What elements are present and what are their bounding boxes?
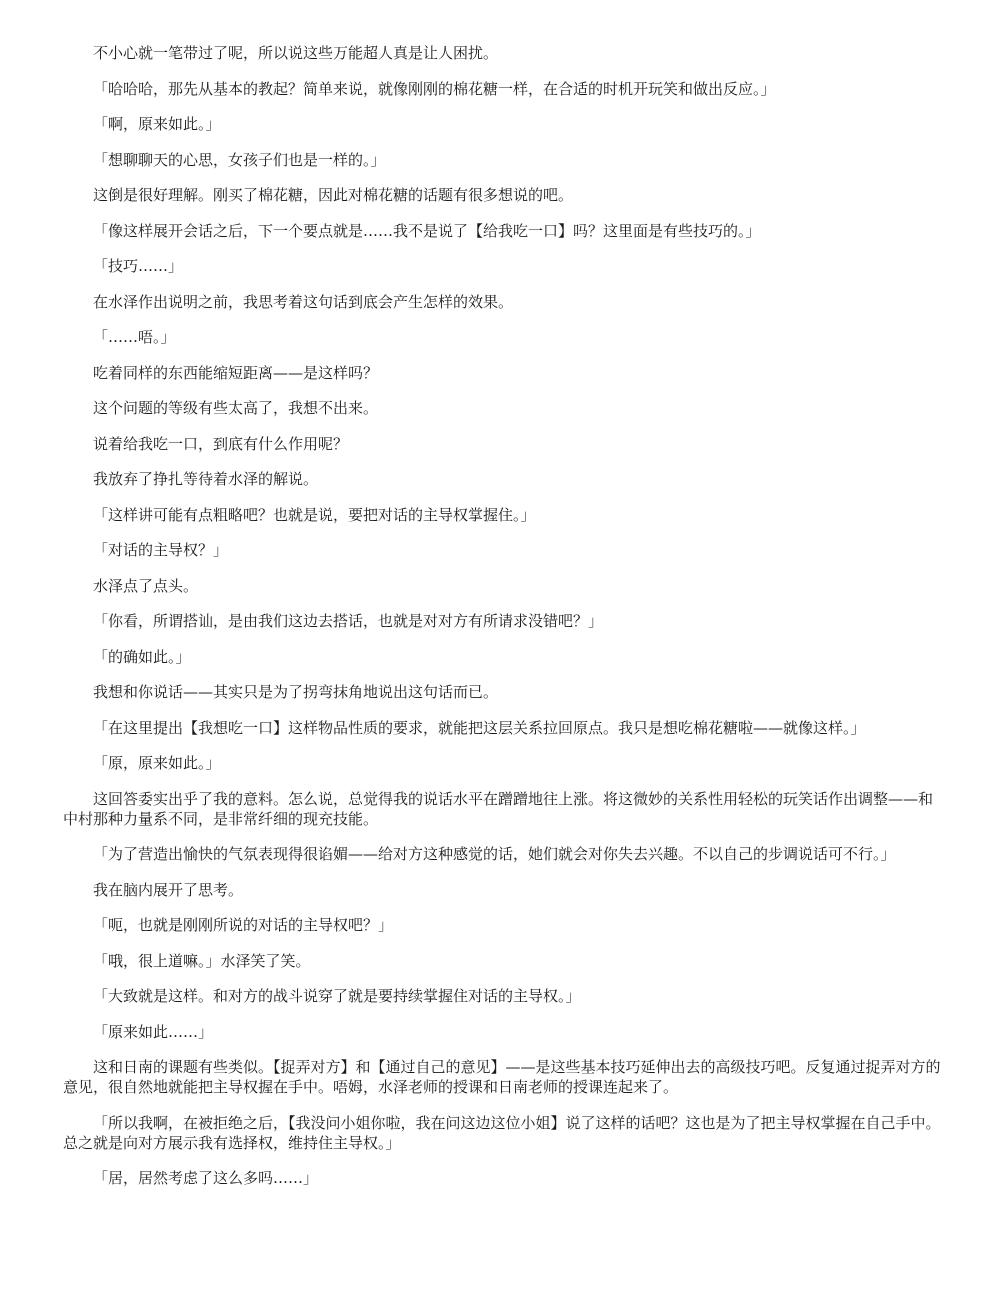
paragraph: 「你看，所谓搭讪，是由我们这边去搭话，也就是对对方有所请求没错吧？」 [93,612,604,630]
paragraph: 这个问题的等级有些太高了，我想不出来。 [93,399,379,417]
paragraph: 「的确如此。」 [93,647,191,666]
paragraph: 我在脑内展开了思考。 [93,880,244,899]
paragraph: 「技巧……」 [93,257,184,275]
paragraph: 「……唔。」 [93,328,176,346]
paragraph: 「居，居然考虑了这么多吗……」 [93,1169,319,1187]
paragraph: 「哈哈哈，那先从基本的教起？简单来说，就像刚刚的棉花糖一样，在合适的时机开玩笑和做出反应。」 [93,79,776,98]
paragraph: 「想聊聊天的心思，女孩子们也是一样的。」 [93,150,386,169]
paragraph: 说着给我吃一口，到底有什么作用呢？ [93,434,349,453]
paragraph: 「对话的主导权？」 [93,541,229,559]
paragraph: 「大致就是这样。和对方的战斗说穿了就是要持续掌握住对话的主导权。」 [93,987,581,1005]
paragraph: 「像这样展开会话之后，下一个要点就是……我不是说了【给我吃一口】吗？这里面是有些技巧的。」 [93,221,761,240]
paragraph: 吃着同样的东西能缩短距离——是这样吗？ [93,363,379,382]
text-body [63,43,945,1204]
paragraph: 我想和你说话——其实只是为了拐弯抹角地说出这句话而已。 [93,683,499,701]
paragraph: 「呃，也就是刚刚所说的对话的主导权吧？」 [93,916,394,934]
paragraph: 在水泽作出说明之前，我思考着这句话到底会产生怎样的效果。 [93,292,514,311]
paragraph: 「原，原来如此。」 [93,754,221,772]
paragraph: 「所以我啊，在被拒绝之后，【我没问小姐你啦，我在问这边这位小姐】说了这样的话吧？这也是为了把主导权掌握在自己手中。总之就是向对方展示我有选择权，维持住主导权。」 [63,1113,941,1152]
paragraph: 不小心就一笔带过了呢，所以说这些万能超人真是让人困扰。 [93,44,499,62]
paragraph: 这和日南的课题有些类似。【捉弄对方】和【通过自己的意见】——是这些基本技巧延伸出去的高级技巧吧。反复通过捉弄对方的意见，很自然地就能把主导权握在手中。唔姆，水泽老师的授课和日南老师的授课连起来了。 [63,1058,941,1096]
paragraph: 「哦，很上道嘛。」水泽笑了笑。 [93,951,311,970]
paragraph: 「啊，原来如此。」 [93,115,221,133]
paragraph: 这倒是很好理解。刚买了棉花糖，因此对棉花糖的话题有很多想说的吧。 [93,186,574,204]
paragraph: 这回答委实出乎了我的意料。怎么说，总觉得我的说话水平在蹭蹭地往上涨。将这微妙的关系性用轻松的玩笑话作出调整——和中村那种力量系不同，是非常纤细的现充技能。 [63,789,934,828]
paragraph: 「这样讲可能有点粗略吧？也就是说，要把对话的主导权掌握住。」 [93,505,536,524]
paragraph: 水泽点了点头。 [93,576,199,595]
paragraph: 「在这里提出【我想吃一口】这样物品性质的要求，就能把这层关系拉回原点。我只是想吃棉花糖啦——就像这样。」 [93,718,866,737]
paragraph: 「原来如此……」 [93,1022,214,1041]
paragraph: 我放弃了挣扎等待着水泽的解说。 [93,470,319,488]
paragraph: 「为了营造出愉快的气氛表现得很谄媚——给对方这种感觉的话，她们就会对你失去兴趣。不以自己的步调说话可不行。」 [93,845,896,863]
